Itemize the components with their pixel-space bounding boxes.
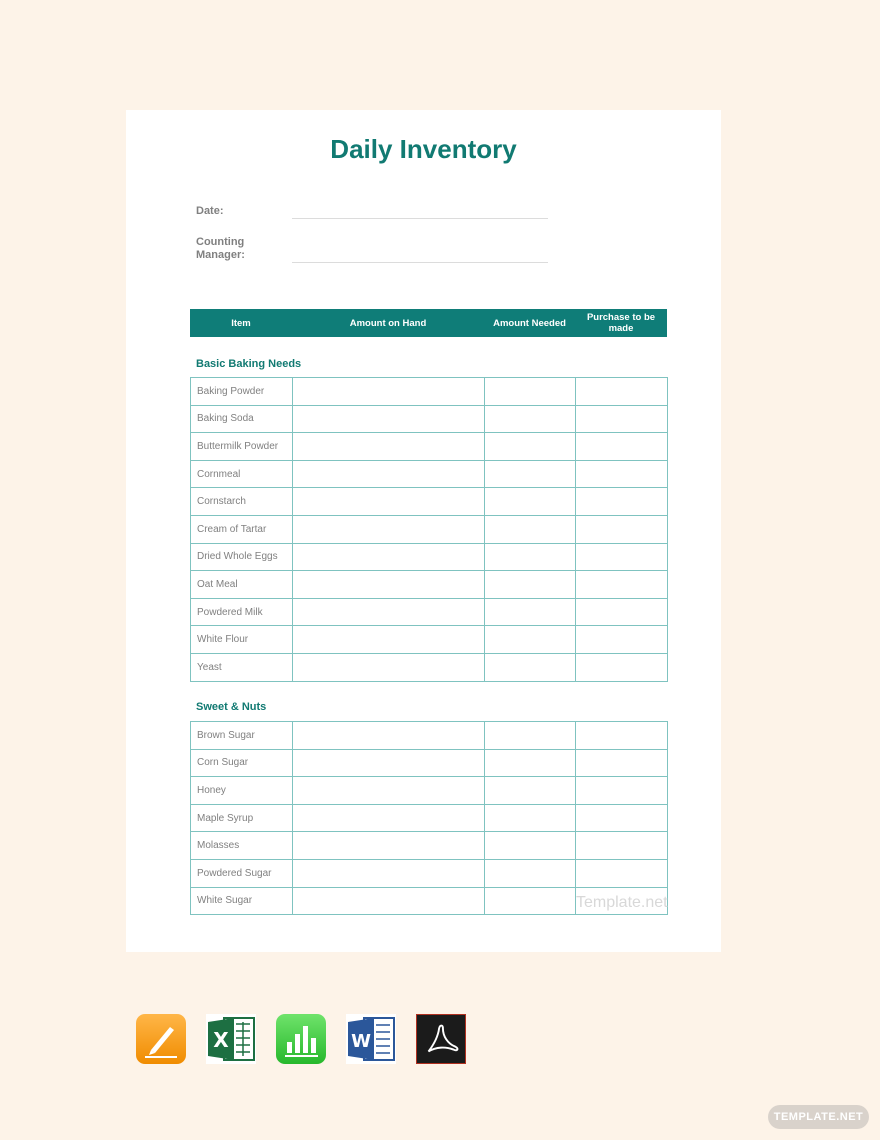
item-cell: Cream of Tartar: [191, 515, 293, 543]
table-row: [191, 598, 668, 626]
amount-on-hand-cell[interactable]: [293, 653, 485, 681]
amount-needed-cell[interactable]: [485, 749, 576, 777]
amount-on-hand-cell[interactable]: [293, 598, 485, 626]
item-cell: Maple Syrup: [191, 804, 293, 832]
table-sweet-nuts: [190, 721, 668, 915]
excel-icon[interactable]: [206, 1014, 256, 1064]
table-row: [191, 515, 668, 543]
counting-manager-label: Counting Manager:: [196, 236, 245, 261]
numbers-icon[interactable]: [276, 1014, 326, 1064]
amount-on-hand-cell[interactable]: [293, 460, 485, 488]
date-label: Date:: [196, 205, 224, 217]
column-header-amount-on-hand: Amount on Hand: [349, 317, 427, 329]
svg-text:W: W: [351, 1031, 371, 1052]
format-icons: [136, 1014, 466, 1064]
document-page: [126, 110, 721, 952]
column-header-purchase: Purchase to be made: [586, 312, 656, 334]
item-cell: Molasses: [191, 832, 293, 860]
amount-needed-cell[interactable]: [485, 887, 576, 915]
amount-needed-cell[interactable]: [485, 777, 576, 805]
amount-needed-cell[interactable]: [485, 488, 576, 516]
acrobat-icon[interactable]: [416, 1014, 466, 1064]
amount-on-hand-cell[interactable]: [293, 405, 485, 433]
table-row: [191, 804, 668, 832]
amount-needed-cell[interactable]: [485, 460, 576, 488]
item-cell: Powdered Milk: [191, 598, 293, 626]
purchase-cell[interactable]: [576, 515, 668, 543]
amount-on-hand-cell[interactable]: [293, 777, 485, 805]
item-cell: White Flour: [191, 626, 293, 654]
table-row: [191, 626, 668, 654]
purchase-cell[interactable]: [576, 598, 668, 626]
table-row: [191, 571, 668, 599]
amount-on-hand-cell[interactable]: [293, 488, 485, 516]
section-title-basic-baking: Basic Baking Needs: [196, 358, 302, 370]
item-cell: Baking Powder: [191, 378, 293, 406]
purchase-cell[interactable]: [576, 749, 668, 777]
amount-needed-cell[interactable]: [485, 859, 576, 887]
template-net-badge[interactable]: TEMPLATE.NET: [768, 1105, 869, 1129]
purchase-cell[interactable]: [576, 488, 668, 516]
item-cell: Cornstarch: [191, 488, 293, 516]
amount-on-hand-cell[interactable]: [293, 722, 485, 750]
item-cell: Baking Soda: [191, 405, 293, 433]
table-row: [191, 405, 668, 433]
item-cell: Corn Sugar: [191, 749, 293, 777]
table-row: [191, 488, 668, 516]
amount-on-hand-cell[interactable]: [293, 749, 485, 777]
column-header-item: Item: [231, 317, 251, 329]
purchase-cell[interactable]: [576, 804, 668, 832]
table-row: [191, 777, 668, 805]
table-row: [191, 832, 668, 860]
svg-text:X: X: [213, 1028, 229, 1052]
purchase-cell[interactable]: [576, 722, 668, 750]
word-icon[interactable]: [346, 1014, 396, 1064]
table-row: [191, 749, 668, 777]
item-cell: White Sugar: [191, 887, 293, 915]
purchase-cell[interactable]: [576, 378, 668, 406]
document-title: Daily Inventory: [330, 134, 517, 164]
amount-needed-cell[interactable]: [485, 626, 576, 654]
purchase-cell[interactable]: [576, 626, 668, 654]
purchase-cell[interactable]: [576, 405, 668, 433]
purchase-cell[interactable]: [576, 777, 668, 805]
amount-on-hand-cell[interactable]: [293, 859, 485, 887]
purchase-cell[interactable]: [576, 832, 668, 860]
amount-on-hand-cell[interactable]: [293, 804, 485, 832]
amount-needed-cell[interactable]: [485, 378, 576, 406]
amount-needed-cell[interactable]: [485, 598, 576, 626]
pages-icon[interactable]: [136, 1014, 186, 1064]
amount-needed-cell[interactable]: [485, 832, 576, 860]
item-cell: Yeast: [191, 653, 293, 681]
table-row: [191, 653, 668, 681]
item-cell: Brown Sugar: [191, 722, 293, 750]
item-cell: Buttermilk Powder: [191, 433, 293, 461]
amount-needed-cell[interactable]: [485, 543, 576, 571]
amount-on-hand-cell[interactable]: [293, 832, 485, 860]
table-row: [191, 460, 668, 488]
purchase-cell[interactable]: [576, 460, 668, 488]
section-title-sweet-nuts: Sweet & Nuts: [196, 701, 267, 713]
amount-needed-cell[interactable]: [485, 722, 576, 750]
amount-on-hand-cell[interactable]: [293, 571, 485, 599]
amount-on-hand-cell[interactable]: [293, 515, 485, 543]
item-cell: Oat Meal: [191, 571, 293, 599]
amount-on-hand-cell[interactable]: [293, 543, 485, 571]
item-cell: Powdered Sugar: [191, 859, 293, 887]
table-row: [191, 378, 668, 406]
amount-needed-cell[interactable]: [485, 405, 576, 433]
table-header: [190, 309, 667, 337]
purchase-cell[interactable]: [576, 859, 668, 887]
purchase-cell[interactable]: [576, 433, 668, 461]
item-cell: Dried Whole Eggs: [191, 543, 293, 571]
date-line: [292, 218, 548, 219]
amount-on-hand-cell[interactable]: [293, 887, 485, 915]
item-cell: Cornmeal: [191, 460, 293, 488]
amount-needed-cell[interactable]: [485, 804, 576, 832]
column-header-amount-needed: Amount Needed: [493, 317, 566, 329]
table-row: [191, 543, 668, 571]
table-row: [191, 722, 668, 750]
counting-manager-line: [292, 262, 548, 263]
amount-needed-cell[interactable]: [485, 571, 576, 599]
watermark: Template.net: [576, 894, 668, 911]
item-cell: Honey: [191, 777, 293, 805]
amount-on-hand-cell[interactable]: [293, 378, 485, 406]
table-basic-baking: [190, 377, 668, 682]
purchase-cell[interactable]: [576, 543, 668, 571]
amount-needed-cell[interactable]: [485, 515, 576, 543]
amount-needed-cell[interactable]: [485, 433, 576, 461]
table-row: [191, 433, 668, 461]
purchase-cell[interactable]: [576, 653, 668, 681]
amount-needed-cell[interactable]: [485, 653, 576, 681]
amount-on-hand-cell[interactable]: [293, 626, 485, 654]
purchase-cell[interactable]: [576, 571, 668, 599]
table-row: [191, 859, 668, 887]
amount-on-hand-cell[interactable]: [293, 433, 485, 461]
